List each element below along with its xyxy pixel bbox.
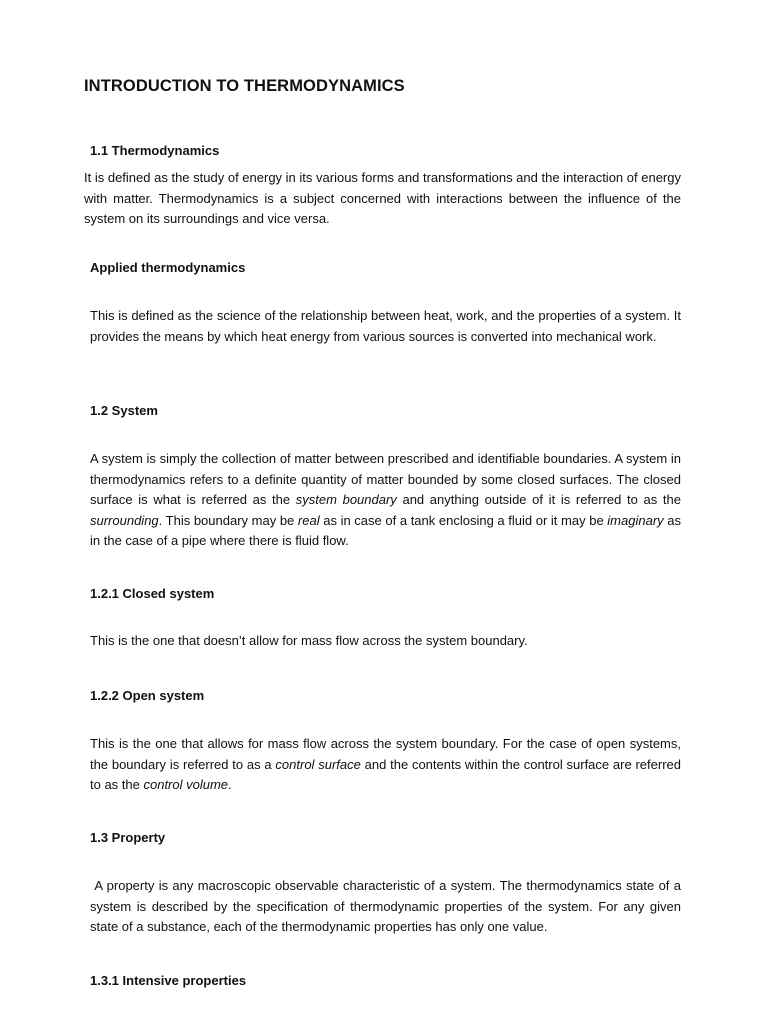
heading-1-2-2-open-system: 1.2.2 Open system	[90, 688, 205, 703]
page-title: INTRODUCTION TO THERMODYNAMICS	[84, 77, 405, 95]
heading-1-2-system: 1.2 System	[90, 403, 158, 418]
heading-1-3-property: 1.3 Property	[90, 830, 166, 845]
text-segment: This is the one that allows for mass flow across the system boundary. For the case of open systems, the boundary is referred to as a	[90, 736, 681, 772]
paragraph-applied-thermodynamics: This is defined as the science of the relationship between heat, work, and the properties of a system. It provides the means by which heat energy from various sources is converted into mechanical work.	[90, 308, 681, 344]
text-segment: as in case of a tank enclosing a fluid or it may be	[319, 512, 608, 528]
text-segment: and anything outside of it is referred to as the	[396, 492, 681, 507]
italic-term-control-volume: control volume	[143, 777, 229, 792]
italic-term-surrounding: surrounding	[90, 512, 159, 528]
heading-1-2-1-closed-system: 1.2.1 Closed system	[90, 586, 215, 601]
heading-applied-thermodynamics: Applied thermodynamics	[90, 260, 246, 275]
italic-term-imaginary: imaginary	[607, 512, 664, 528]
italic-term-real: real	[297, 512, 320, 528]
text-segment: . This boundary may be	[158, 512, 298, 528]
paragraph-property: A property is any macroscopic observable characteristic of a system. The thermodynamics state of a system is described by the specification of thermodynamic properties of the system. For any given state of a substance, each of the thermodynamic properties has only one value.	[90, 878, 685, 934]
paragraph-open-system	[90, 734, 681, 796]
heading-1-1-thermodynamics: 1.1 Thermodynamics	[90, 143, 220, 158]
text-segment: and the contents within the control surface are referred to as the	[90, 756, 682, 792]
heading-1-3-1-intensive-properties: 1.3.1 Intensive properties	[90, 973, 247, 988]
paragraph-system	[90, 449, 681, 552]
paragraph-thermodynamics-definition: It is defined as the study of energy in its various forms and transformations and the interaction of energy with matter. Thermodynamics is a subject concerned with interactions between the influence of the system on its surroundings and vice versa.	[84, 170, 681, 226]
text-segment: A system is simply the collection of matter between prescribed and identifiable boundaries. A system in thermodynamics refers to a definite quantity of matter bounded by some closed surfaces. The closed surface is what is referred as the	[90, 451, 681, 507]
text-segment: .	[228, 777, 232, 792]
italic-term-system-boundary: system boundary	[295, 492, 397, 507]
paragraph-closed-system: This is the one that doesn’t allow for mass flow across the system boundary.	[90, 633, 528, 648]
text-segment: as in the case of a pipe where there is fluid flow.	[90, 512, 682, 548]
italic-term-control-surface: control surface	[275, 756, 361, 772]
